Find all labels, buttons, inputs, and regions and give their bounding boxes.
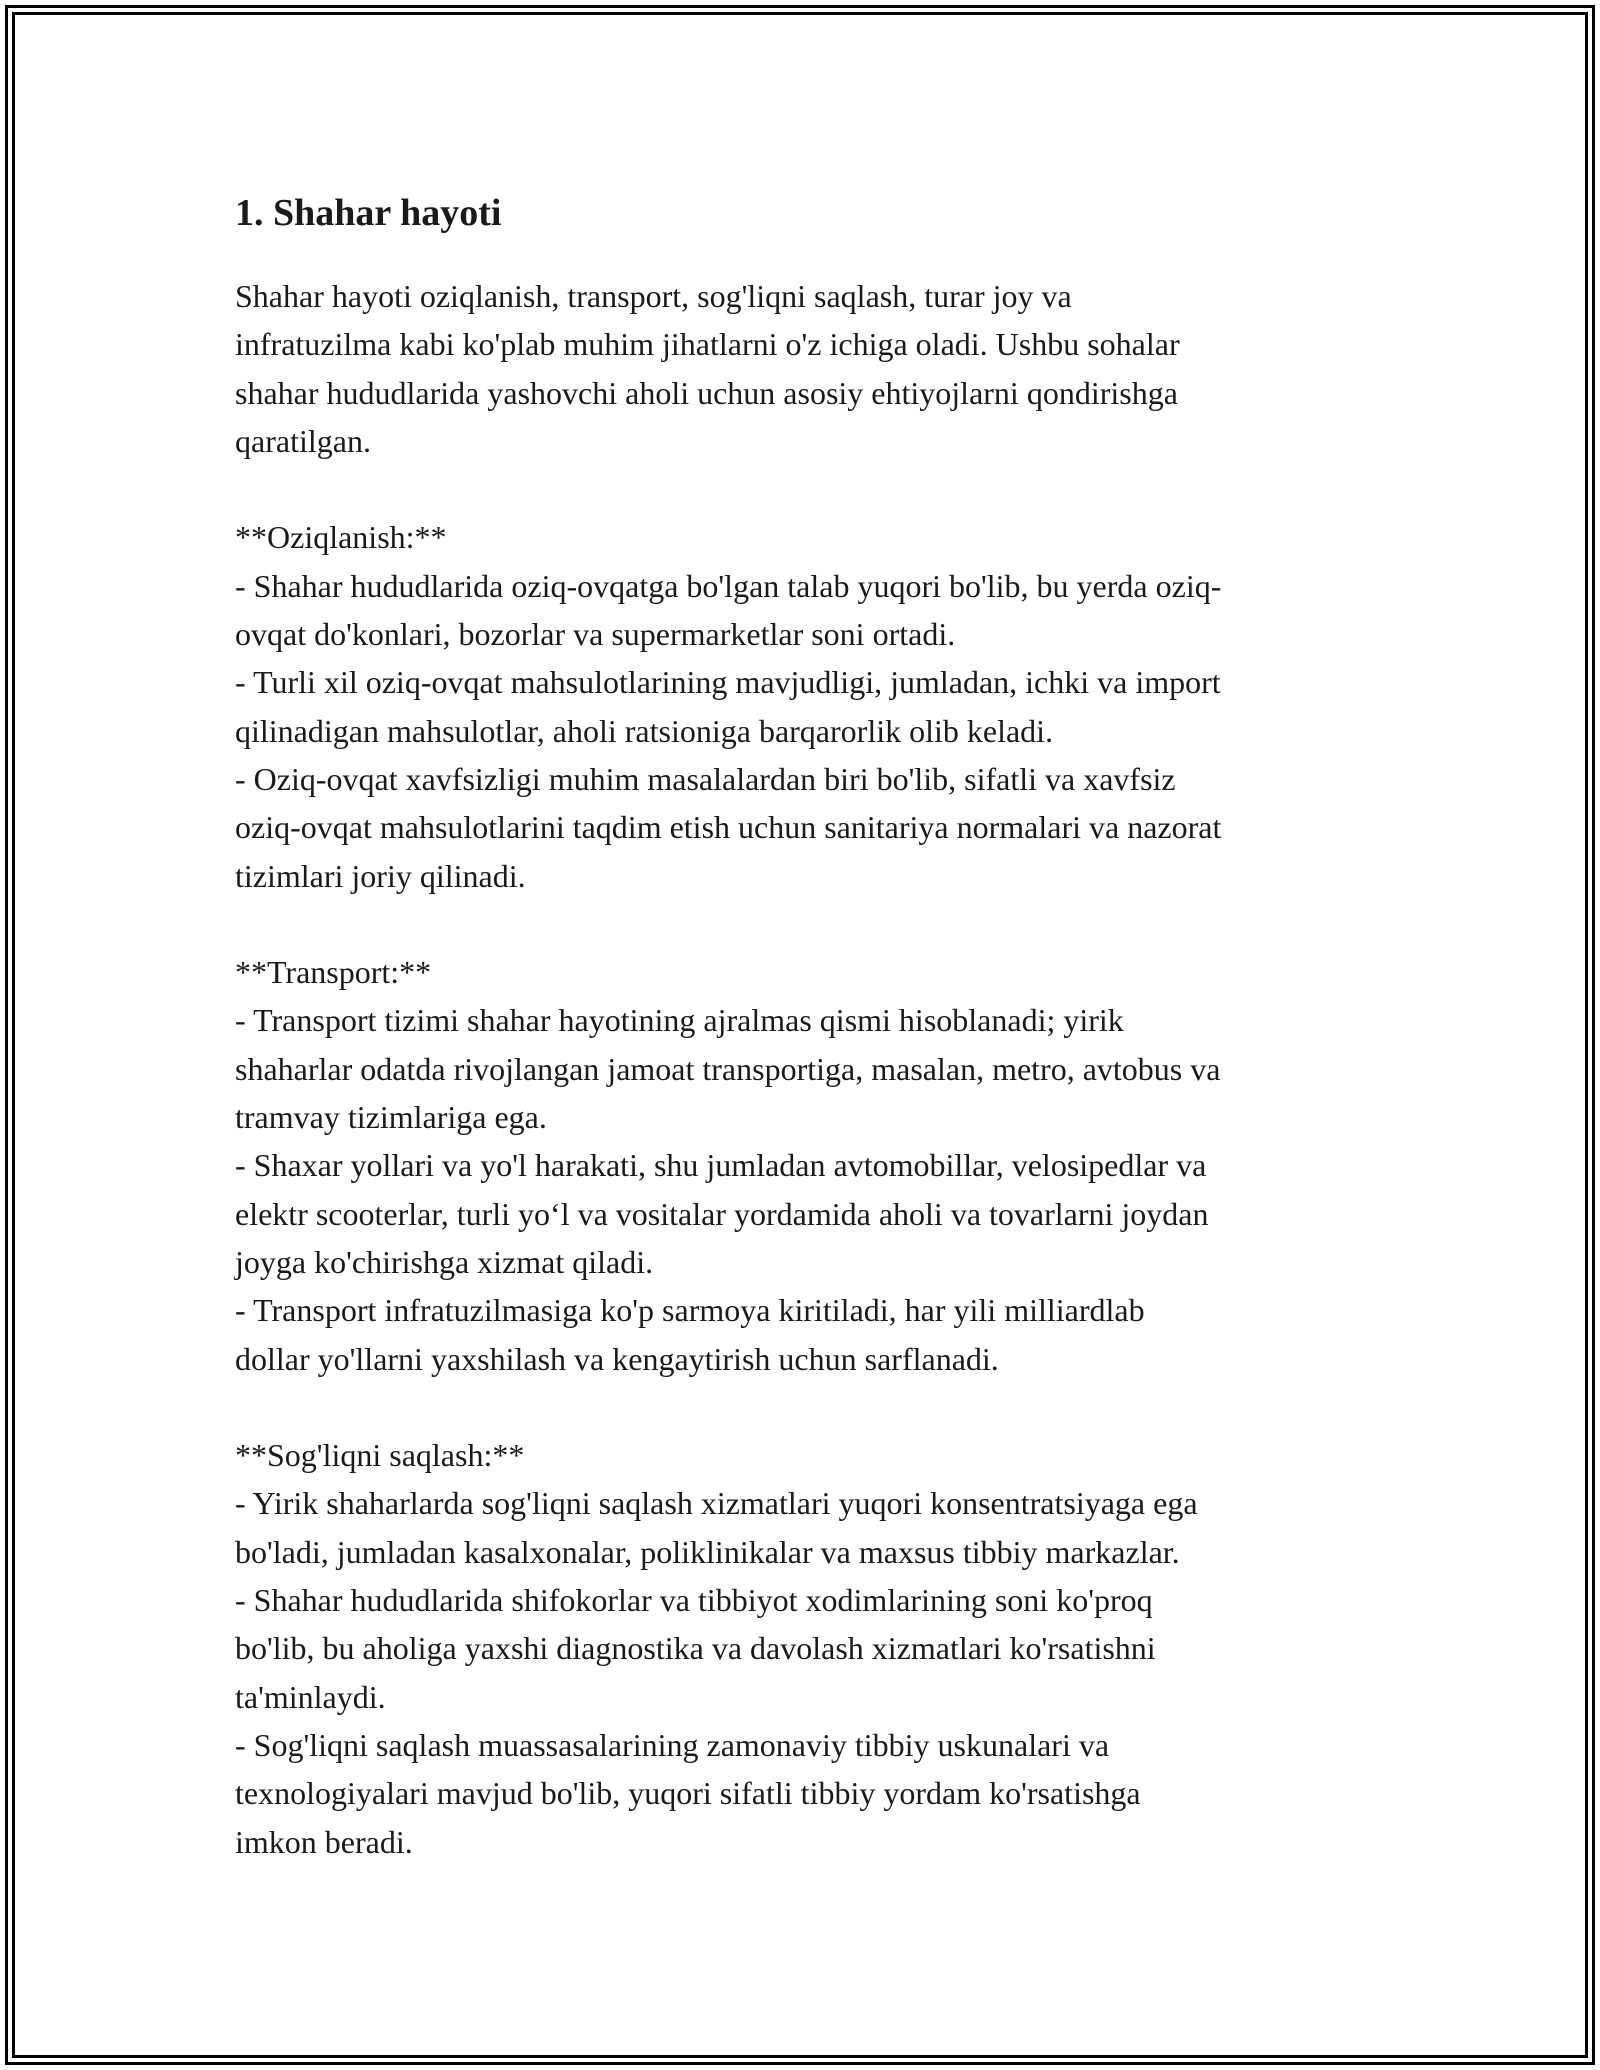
section-sogliqni-saqlash — [235, 1431, 1385, 1866]
section-heading: **Transport:** — [235, 954, 432, 991]
item-line: ovqat do'konlari, bozorlar va supermarketlar soni ortadi. — [235, 616, 956, 653]
item-line: tizimlari joriy qilinadi. — [235, 857, 526, 894]
item-line: oziq-ovqat mahsulotlarini taqdim etish uchun sanitariya normalari va nazorat — [235, 809, 1222, 846]
section-heading: **Oziqlanish:** — [235, 519, 447, 556]
item-line: - Turli xil oziq-ovqat mahsulotlarining mavjudligi, jumladan, ichki va import — [235, 664, 1221, 701]
item-line: bo'ladi, jumladan kasalxonalar, poliklinikalar va maxsus tibbiy markazlar. — [235, 1533, 1180, 1570]
intro-line: Shahar hayoti oziqlanish, transport, sog'liqni saqlash, turar joy va — [235, 278, 1072, 314]
item-line: - Transport infratuzilmasiga ko'p sarmoya kiritiladi, har yili milliardlab — [235, 1292, 1145, 1329]
list-item — [235, 996, 1385, 1141]
item-line: - Sog'liqni saqlash muassasalarining zamonaviy tibbiy uskunalari va — [235, 1726, 1110, 1763]
intro-line: shahar hududlarida yashovchi aholi uchun asosiy ehtiyojlarni qondirishga — [235, 374, 1178, 411]
section-transport — [235, 948, 1385, 1383]
list-item — [235, 755, 1385, 900]
item-line: imkon beradi. — [235, 1823, 413, 1860]
section-oziqlanish — [235, 513, 1385, 899]
list-item — [235, 1721, 1385, 1866]
item-line: - Shahar hududlarida oziq-ovqatga bo'lgan talab yuqori bo'lib, bu yerda oziq- — [235, 567, 1222, 604]
item-line: dollar yo'llarni yaxshilash va kengaytirish uchun sarflanadi. — [235, 1340, 999, 1377]
item-line: texnologiyalari mavjud bo'lib, yuqori sifatli tibbiy yordam ko'rsatishga — [235, 1775, 1141, 1812]
item-line: - Yirik shaharlarda sog'liqni saqlash xizmatlari yuqori konsentratsiyaga ega — [235, 1485, 1198, 1522]
document-body — [235, 185, 1385, 1866]
item-line: - Oziq-ovqat xavfsizligi muhim masalalardan biri bo'lib, sifatli va xavfsiz — [235, 760, 1176, 797]
item-line: qilinadigan mahsulotlar, aholi ratsioniga barqarorlik olib keladi. — [235, 712, 1054, 749]
item-line: bo'lib, bu aholiga yaxshi diagnostika va davolash xizmatlari ko'rsatishni — [235, 1630, 1156, 1667]
item-line: ta'minlaydi. — [235, 1678, 386, 1715]
document-title: 1. Shahar hayoti — [235, 192, 502, 234]
list-item — [235, 562, 1385, 659]
item-line: joyga ko'chirishga xizmat qiladi. — [235, 1243, 654, 1280]
list-item — [235, 1141, 1385, 1286]
item-line: - Shahar hududlarida shifokorlar va tibbiyot xodimlarining soni ko'proq — [235, 1582, 1153, 1619]
list-item — [235, 658, 1385, 755]
list-item — [235, 1286, 1385, 1383]
item-line: elektr scooterlar, turli yo‘l va vositalar yordamida aholi va tovarlarni joydan — [235, 1195, 1209, 1232]
list-item — [235, 1479, 1385, 1576]
section-heading: **Sog'liqni saqlash:** — [235, 1437, 525, 1474]
intro-paragraph — [235, 272, 1385, 465]
item-line: shaharlar odatda rivojlangan jamoat transportiga, masalan, metro, avtobus va — [235, 1050, 1221, 1087]
list-item — [235, 1576, 1385, 1721]
intro-line: qaratilgan. — [235, 422, 371, 459]
intro-line: infratuzilma kabi ko'plab muhim jihatlarni o'z ichiga oladi. Ushbu sohalar — [235, 326, 1180, 363]
item-line: tramvay tizimlariga ega. — [235, 1099, 547, 1136]
item-line: - Shaxar yollari va yo'l harakati, shu jumladan avtomobillar, velosipedlar va — [235, 1147, 1207, 1184]
item-line: - Transport tizimi shahar hayotining ajralmas qismi hisoblanadi; yirik — [235, 1002, 1124, 1039]
